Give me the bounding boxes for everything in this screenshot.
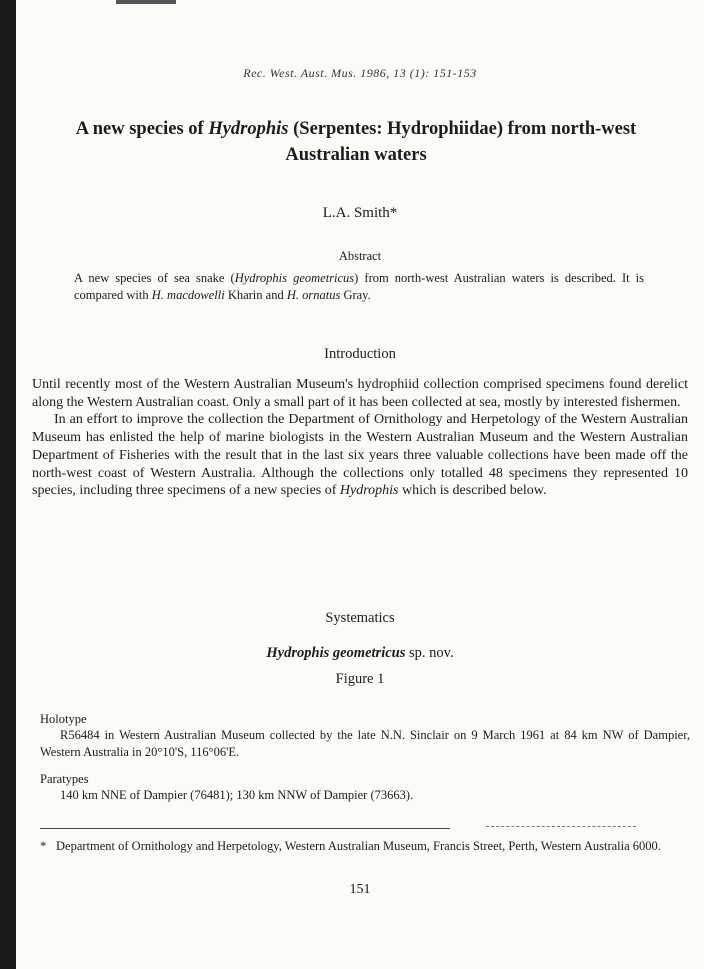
abstract-species: Hydrophis geometricus (234, 271, 355, 285)
abstract-compare-1: H. macdowelli (151, 287, 225, 302)
figure-reference: Figure 1 (335, 671, 385, 687)
author-name: L.A. Smith* (322, 205, 398, 221)
abstract-mid-2: Kharin and (224, 287, 287, 302)
abstract-heading: Abstract (338, 249, 382, 263)
title-part-2: (Serpentes: Hydrophiidae) from north-west Australian waters (285, 119, 637, 165)
paratypes-text: 140 km NNE of Dampier (76481); 130 km NNW of Dampier (73663). (60, 788, 414, 802)
holotype-heading: Holotype (40, 712, 87, 726)
journal-citation: Rec. West. Aust. Mus. 1986, 13 (1): 151-153 (243, 66, 477, 80)
footnote-marker: * (40, 839, 47, 853)
species-name: Hydrophis geometricus (266, 645, 406, 661)
footnote-text: Department of Ornithology and Herpetology, Western Australian Museum, Francis Street, Perth, Western Australia 6000. (56, 839, 661, 853)
introduction-p2-text: In an effort to improve the collection the Department of Ornithology and Herpetology of the Western Australian Museum has enlisted the help of marine biologists in the Western Australian Museum and the Western Australian Department of Fisheries with the result that in the last six years three valuable collections have been made off the north-west coast of Western Australia. Although the collections only totalled 48 specimens they represented 10 species, including three specimens of a new species of (32, 412, 688, 499)
footnote-divider (40, 828, 450, 829)
abstract-intro: A new species of sea snake ( (74, 271, 235, 285)
article-title (56, 116, 656, 168)
footnote (40, 838, 690, 855)
introduction-heading: Introduction (324, 346, 396, 362)
abstract-end: Gray. (340, 287, 371, 302)
abstract-text (74, 270, 644, 303)
introduction-body (32, 376, 688, 500)
species-heading (16, 645, 704, 662)
paratypes-heading: Paratypes (40, 772, 89, 786)
holotype-text: R56484 in Western Australian Museum collected by the late N.N. Sinclair on 9 March 1961 at 84 km NW of Dampier, Western Australia in 20°10'S, 116°06'E. (40, 728, 690, 759)
document-page (16, 0, 704, 969)
abstract-compare-2: H. ornatus (286, 287, 341, 302)
introduction-paragraph-2 (32, 411, 688, 500)
introduction-p2-end: which is described below. (398, 483, 547, 499)
page-number: 151 (349, 882, 371, 897)
species-suffix: sp. nov. (405, 645, 454, 661)
scan-edge-mark (116, 0, 176, 4)
introduction-paragraph-1: Until recently most of the Western Australian Museum's hydrophiid collection comprised specimens found derelict along the Western Australian coast. Only a small part of it has been collected at sea, mostly by interested fishermen. (32, 377, 688, 410)
title-part-1: A new species of (75, 119, 209, 139)
introduction-p2-genus: Hydrophis (339, 483, 399, 499)
systematics-heading: Systematics (325, 610, 395, 626)
title-genus: Hydrophis (208, 119, 289, 139)
footnote-divider-dashed (486, 826, 636, 827)
abstract-mid-1: ) from north-west Australian waters is described. It is compared with (74, 271, 644, 302)
